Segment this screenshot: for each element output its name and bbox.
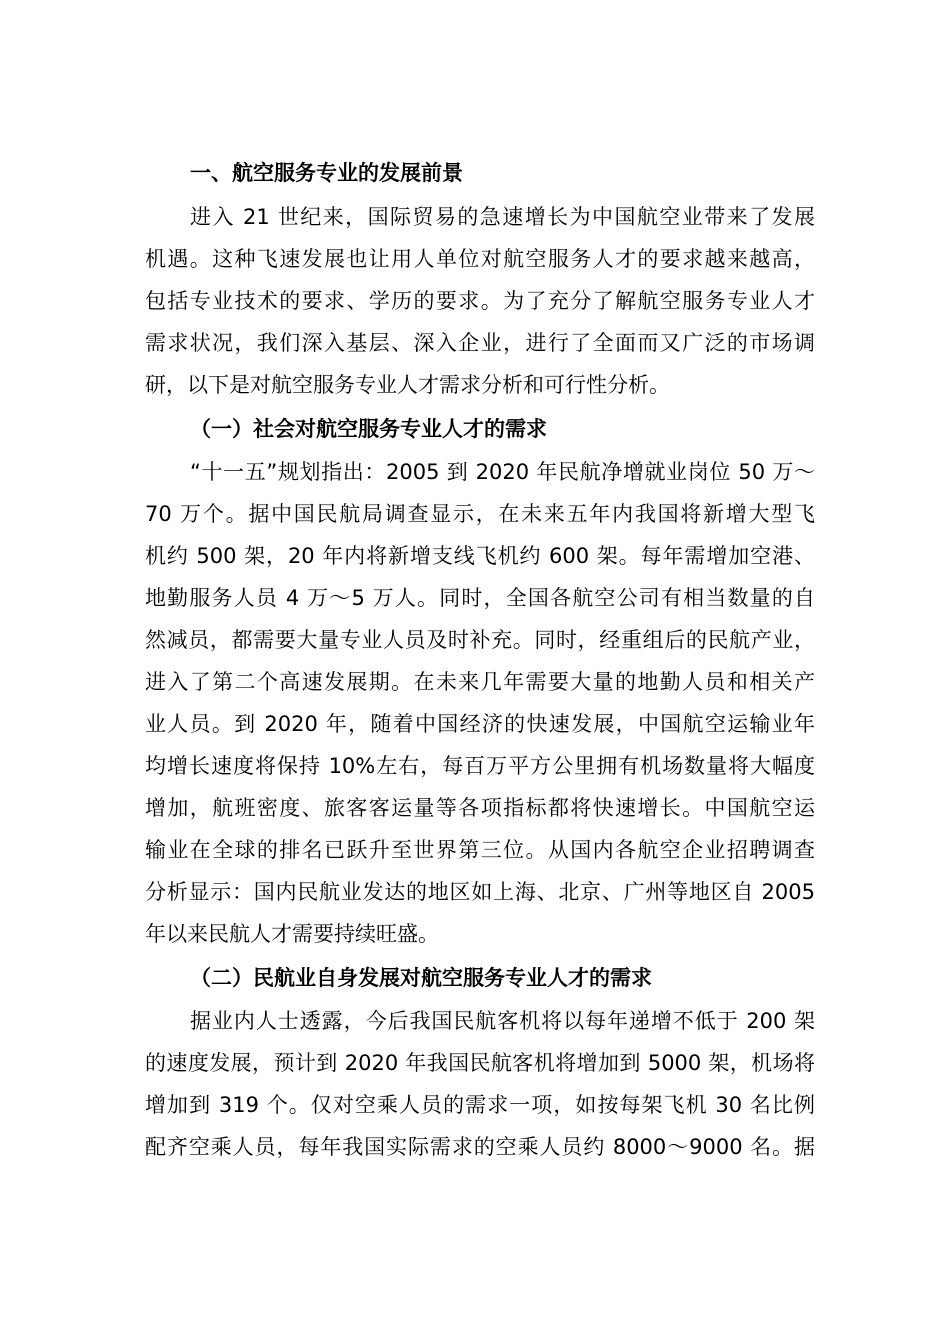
paragraph-line: 需求状况，我们深入基层、深入企业，进行了全面而又广泛的市场调 <box>145 331 815 355</box>
paragraph-line: 配齐空乘人员，每年我国实际需求的空乘人员约 8000～9000 名。据 <box>145 1135 815 1159</box>
paragraph-line: 业人员。到 2020 年，随着中国经济的快速发展，中国航空运输业年 <box>145 712 815 736</box>
paragraph-line: 包括专业技术的要求、学历的要求。为了充分了解航空服务专业人才 <box>145 289 815 313</box>
paragraph-line: 据业内人士透露，今后我国民航客机将以每年递增不低于 200 架 <box>190 1009 815 1033</box>
section-heading-industry-demand: （二）民航业自身发展对航空服务专业人才的需求 <box>190 966 652 990</box>
paragraph-line: 地勤服务人员 4 万～5 万人。同时，全国各航空公司有相当数量的自 <box>145 586 815 610</box>
paragraph-line: 增加，航班密度、旅客客运量等各项指标都将快速增长。中国航空运 <box>145 796 815 820</box>
paragraph-line: 的速度发展，预计到 2020 年我国民航客机将增加到 5000 架，机场将 <box>145 1051 815 1075</box>
paragraph-line: 机遇。这种飞速发展也让用人单位对航空服务人才的要求越来越高， <box>145 247 815 271</box>
paragraph-line: 研，以下是对航空服务专业人才需求分析和可行性分析。 <box>145 373 670 397</box>
paragraph-line: 进入 21 世纪来，国际贸易的急速增长为中国航空业带来了发展 <box>190 205 815 229</box>
paragraph-line: 然减员，都需要大量专业人员及时补充。同时，经重组后的民航产业， <box>145 628 815 652</box>
paragraph-line: 进入了第二个高速发展期。在未来几年需要大量的地勤人员和相关产 <box>145 670 815 694</box>
paragraph-line: 均增长速度将保持 10%左右，每百万平方公里拥有机场数量将大幅度 <box>145 754 815 778</box>
paragraph-line: “十一五”规划指出：2005 到 2020 年民航净增就业岗位 50 万～ <box>190 460 815 484</box>
paragraph-line: 机约 500 架，20 年内将新增支线飞机约 600 架。每年需增加空港、 <box>145 544 815 568</box>
section-heading-development-prospects: 一、航空服务专业的发展前景 <box>190 161 463 185</box>
paragraph-line: 70 万个。据中国民航局调查显示，在未来五年内我国将新增大型飞 <box>145 502 815 526</box>
paragraph-line: 分析显示：国内民航业发达的地区如上海、北京、广州等地区自 2005 <box>145 880 815 904</box>
section-heading-social-demand: （一）社会对航空服务专业人才的需求 <box>190 417 547 441</box>
paragraph-line: 输业在全球的排名已跃升至世界第三位。从国内各航空企业招聘调查 <box>145 838 815 862</box>
paragraph-line: 年以来民航人才需要持续旺盛。 <box>145 922 439 946</box>
paragraph-line: 增加到 319 个。仅对空乘人员的需求一项，如按每架飞机 30 名比例 <box>145 1093 815 1117</box>
